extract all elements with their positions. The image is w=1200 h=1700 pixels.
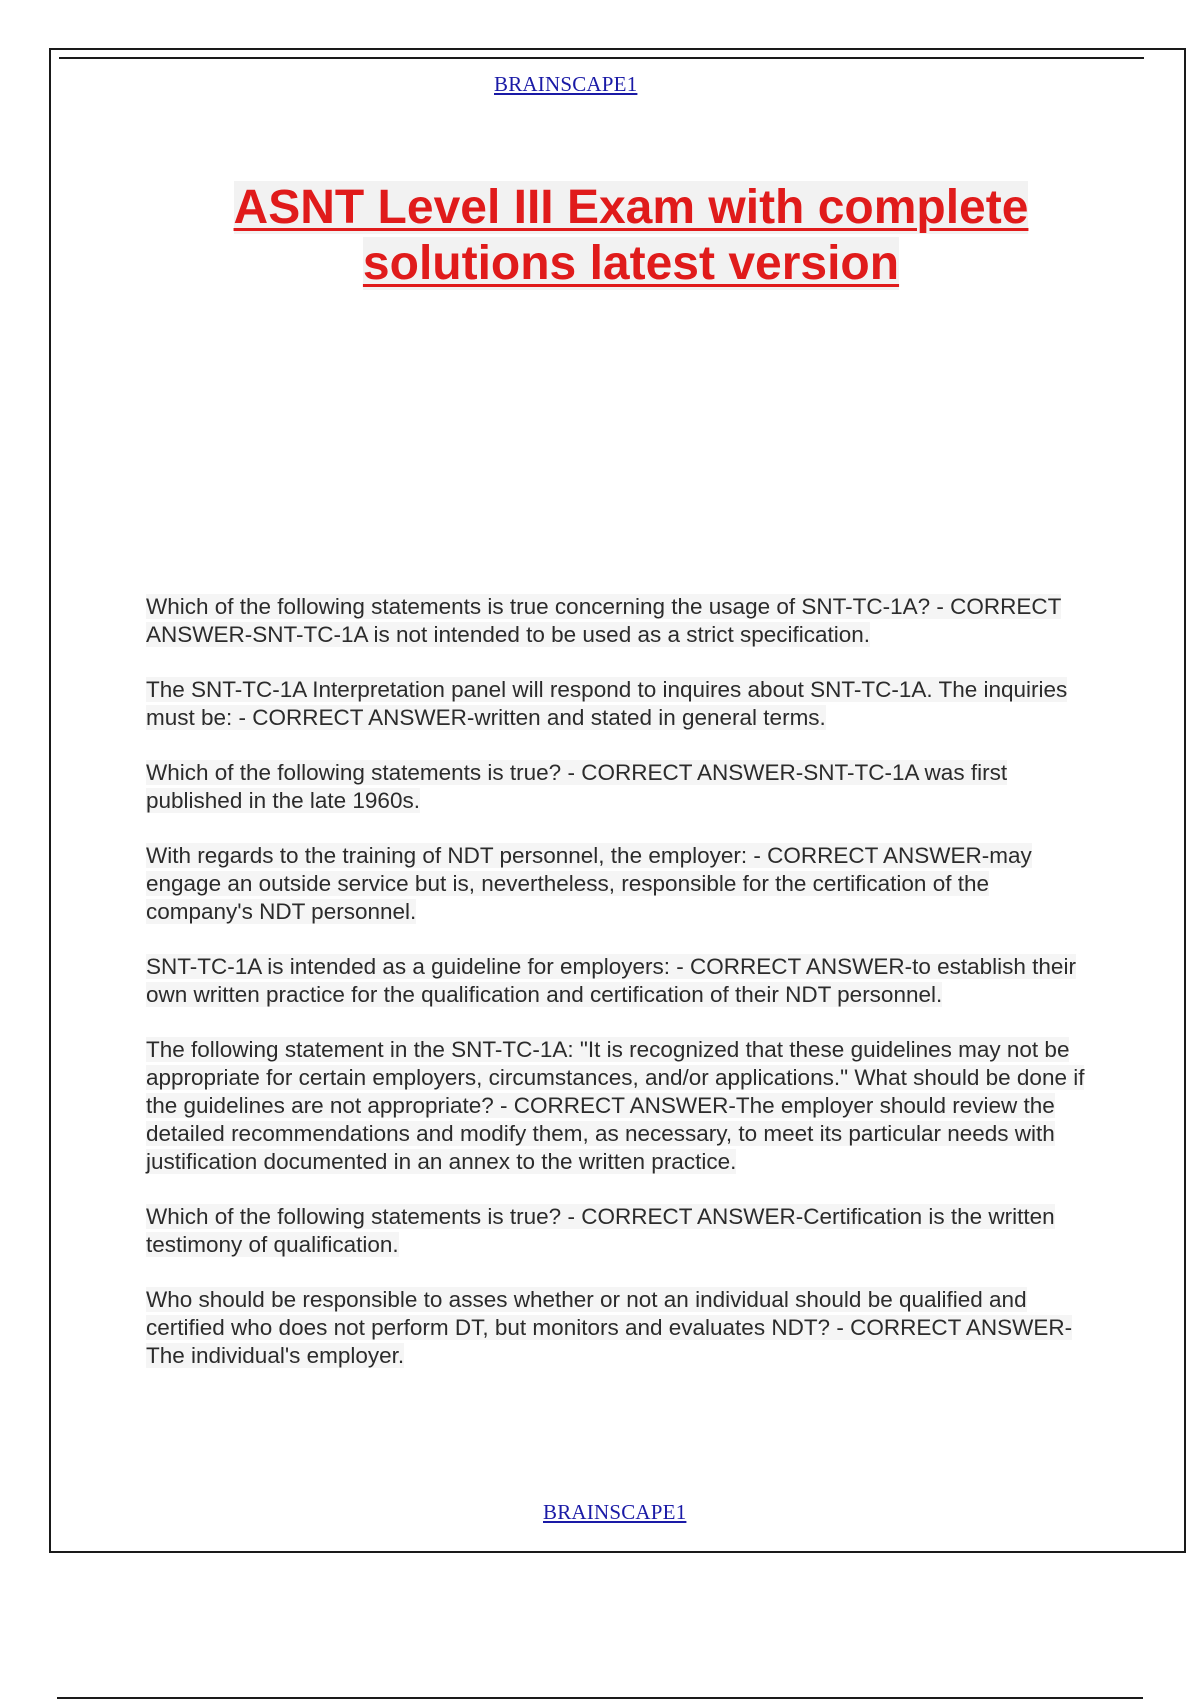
qa-item: With regards to the training of NDT personnel, the employer: - CORRECT ANSWER-may engage an outside service but is, nevertheless, responsible for the certification of the company's NDT personnel. (146, 843, 1032, 924)
title-line-1: ASNT Level III Exam with complete (233, 181, 1029, 234)
header-brainscape-link[interactable]: BRAINSCAPE1 (494, 72, 638, 96)
qa-item: The following statement in the SNT-TC-1A: "It is recognized that these guidelines may not be appropriate for certain employers, circumstances, and/or applications." What should be done if the guidelines are not appropriate? - CORRECT ANSWER-The employer should review the detailed recommendations and modify them, as necessary, to meet its particular needs with justification documented in an annex to the written practice. (146, 1037, 1085, 1174)
qa-item: Who should be responsible to asses whether or not an individual should be qualified and certified who does not perform DT, but monitors and evaluates NDT? - CORRECT ANSWER-The individual's employer. (146, 1287, 1073, 1368)
qa-item: Which of the following statements is true concerning the usage of SNT-TC-1A? - CORRECT ANSWER-SNT-TC-1A is not intended to be used as a strict specification. (146, 594, 1062, 647)
next-page-rule (57, 1697, 1143, 1699)
qa-item: SNT-TC-1A is intended as a guideline for employers: - CORRECT ANSWER-to establish their own written practice for the qualification and certification of their NDT personnel. (146, 954, 1076, 1007)
qa-item: Which of the following statements is true? - CORRECT ANSWER-SNT-TC-1A was first published in the late 1960s. (146, 760, 1008, 813)
footer-brainscape-link[interactable]: BRAINSCAPE1 (543, 1500, 687, 1524)
qa-item: The SNT-TC-1A Interpretation panel will respond to inquires about SNT-TC-1A. The inquiries must be: - CORRECT ANSWER-written and stated in general terms. (146, 677, 1068, 730)
top-rule (59, 57, 1144, 59)
qa-item: Which of the following statements is true? - CORRECT ANSWER-Certification is the written testimony of qualification. (146, 1204, 1055, 1257)
title-line-2: solutions latest version (362, 237, 900, 290)
document-title (131, 180, 1131, 292)
qa-list (146, 593, 1086, 1397)
page-frame (49, 48, 1186, 1553)
